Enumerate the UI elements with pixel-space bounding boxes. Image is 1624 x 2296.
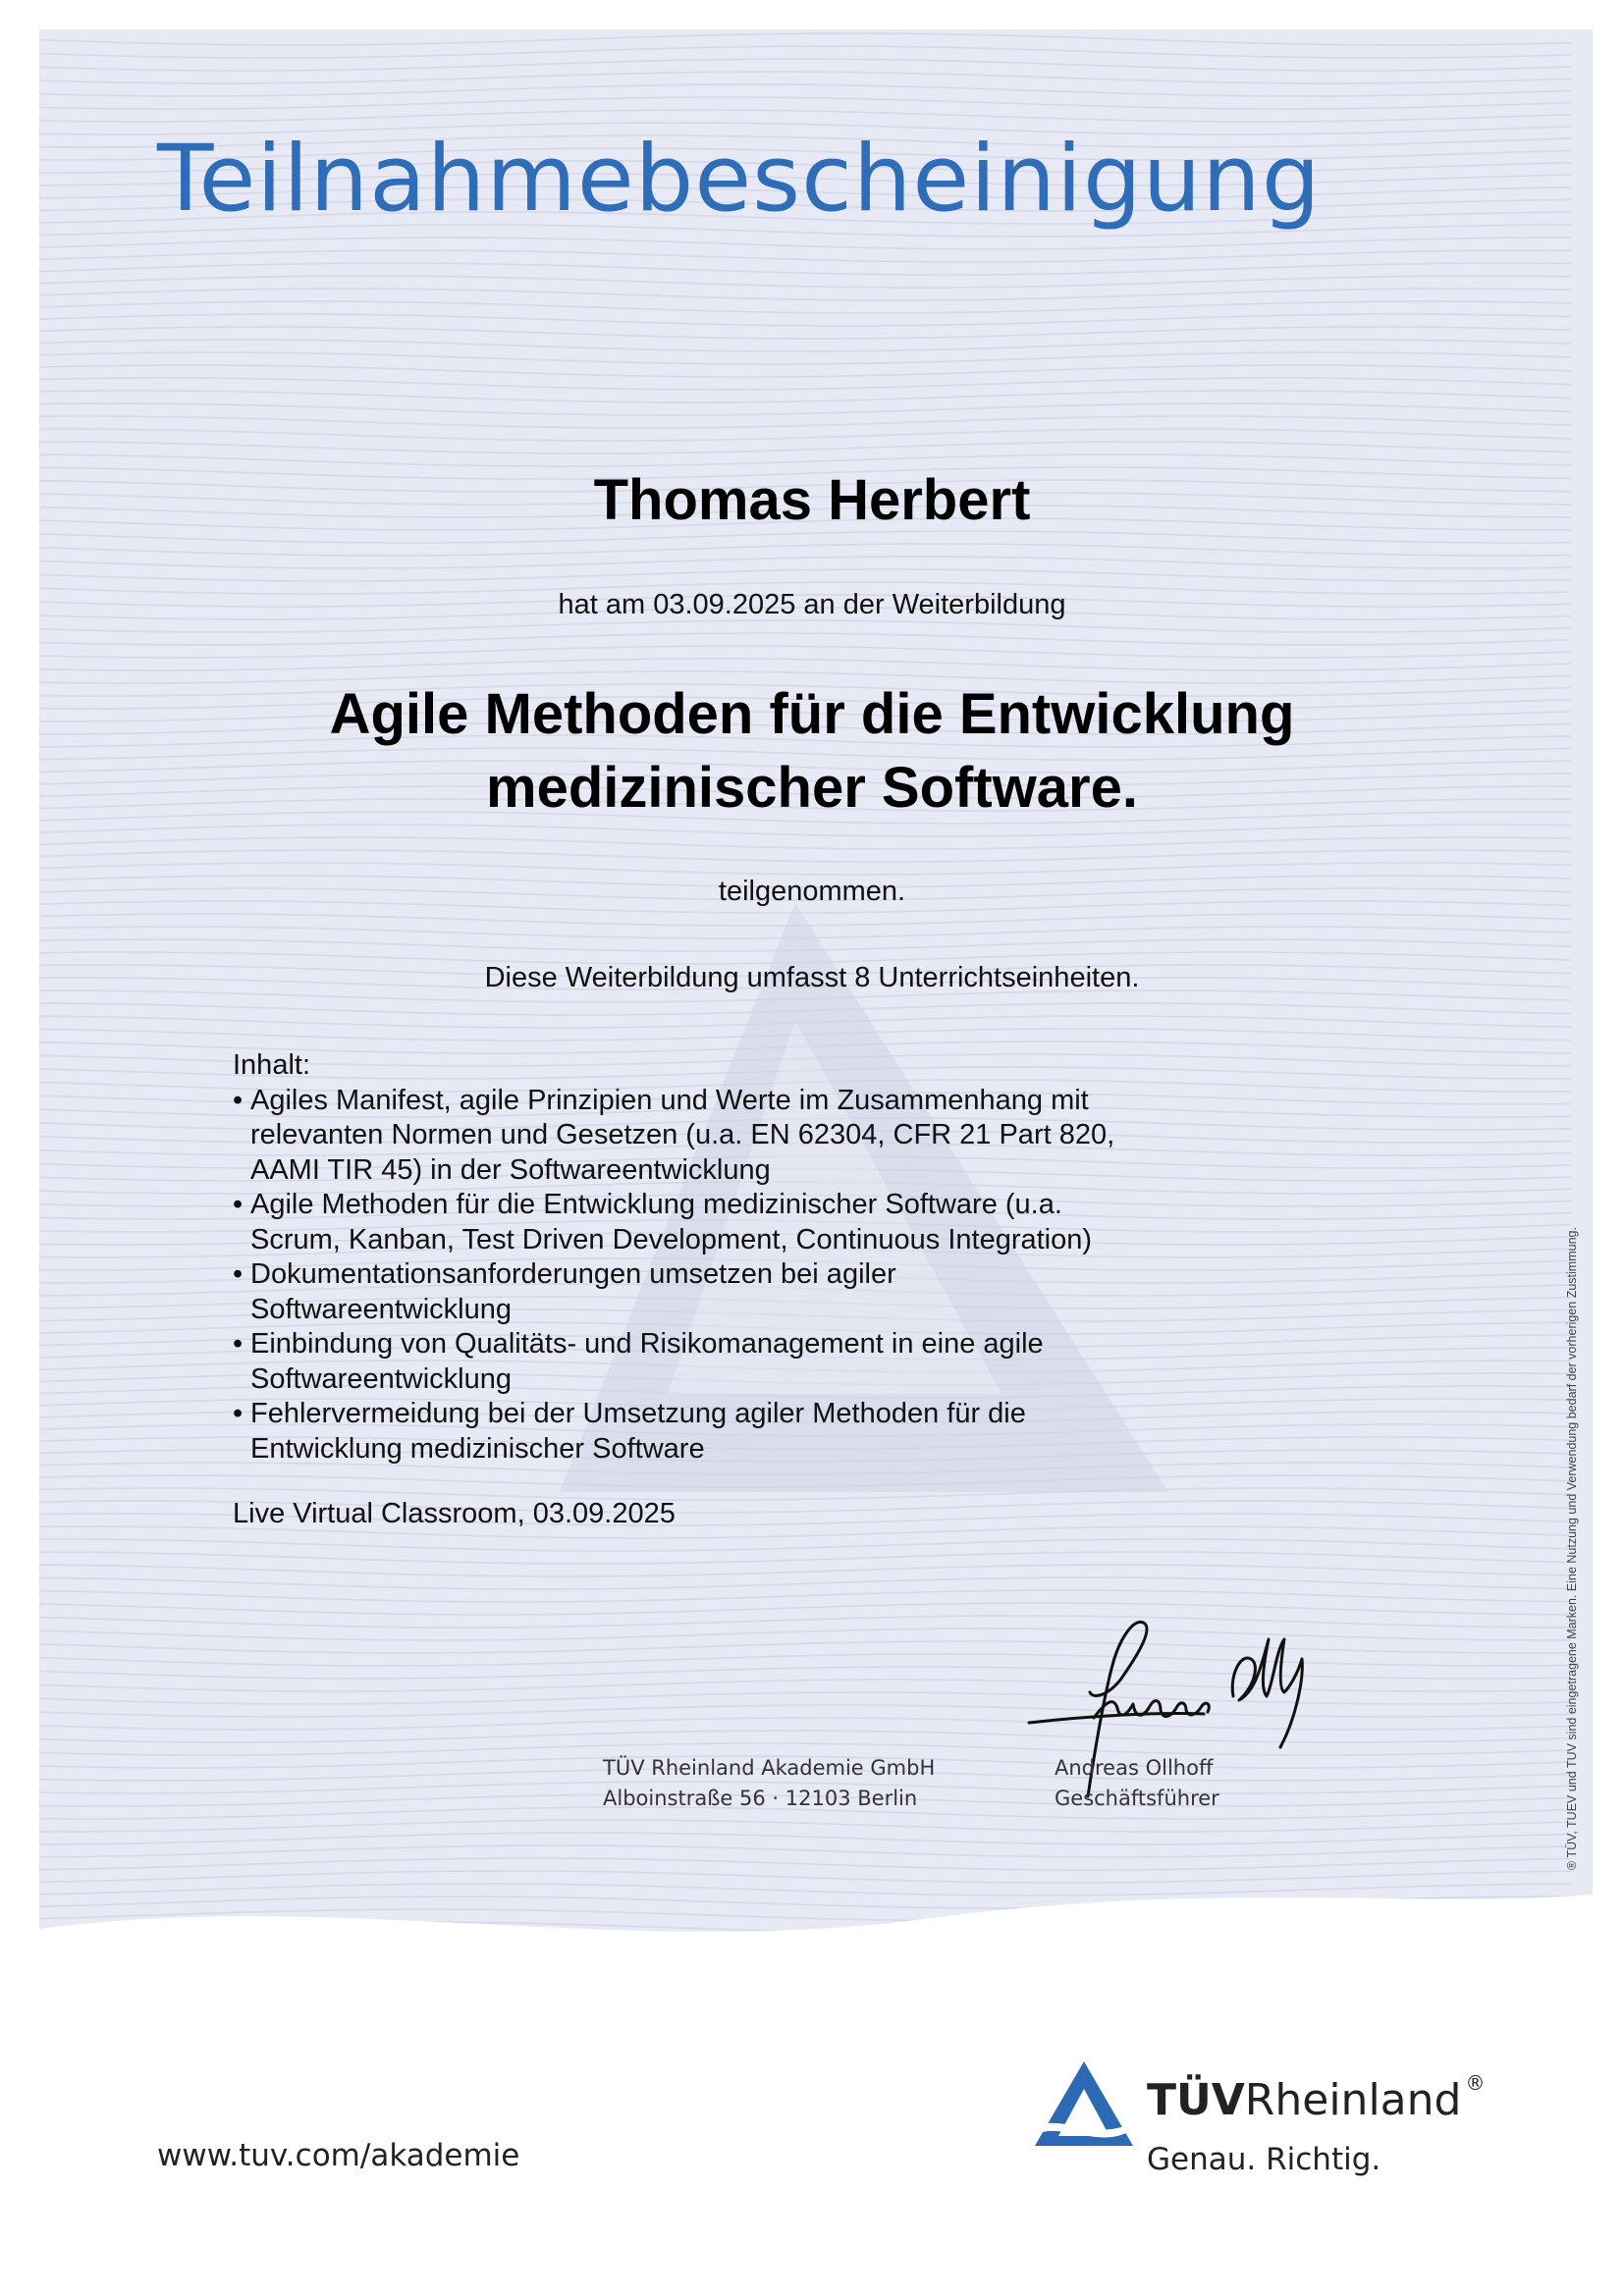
wave-line [39, 46, 1571, 58]
wave-line [39, 314, 1571, 326]
wave-line [39, 340, 1571, 351]
wave-line [39, 97, 1571, 109]
wave-line [39, 1731, 1571, 1742]
wave-line [39, 646, 1571, 658]
wave-line [39, 416, 1571, 428]
wave-line [39, 442, 1571, 454]
wave-line [39, 276, 1571, 288]
wave-line [39, 1820, 1571, 1832]
bullet: • [233, 1258, 244, 1290]
list-item-line: Softwareentwicklung [250, 1362, 512, 1395]
wave-line [39, 429, 1571, 441]
wave-line [39, 825, 1571, 836]
wave-line [39, 569, 1571, 581]
wave-line [39, 1577, 1571, 1589]
participant-name: Thomas Herbert [593, 468, 1031, 532]
wave-line [39, 1603, 1571, 1615]
wave-line [39, 1539, 1571, 1551]
place-date: Live Virtual Classroom, 03.09.2025 [233, 1498, 676, 1529]
brand-wordmark [1147, 2071, 1486, 2125]
list-item [233, 1327, 1215, 1397]
list-item-line: AAMI TIR 45) in der Softwareentwicklung [250, 1153, 771, 1186]
list-item-line: Scrum, Kanban, Test Driven Development, Continuous Integration) [250, 1223, 1093, 1255]
wave-line [39, 1641, 1571, 1653]
wave-line [39, 1680, 1571, 1691]
wave-line [39, 301, 1571, 313]
wave-line [39, 1552, 1571, 1564]
course-title-line: Agile Methoden für die Entwicklung [329, 682, 1295, 746]
wave-line [39, 1871, 1571, 1883]
participation-text: teilgenommen. [718, 876, 906, 907]
wave-line [39, 557, 1571, 568]
list-item-line: Fehlervermeidung bei der Umsetzung agiler Methoden für die [250, 1398, 1026, 1429]
trademark-note: ® TÜV, TUEV und TUV sind eingetragene Marken. Eine Nutzung und Verwendung bedarf der vorherigen Zustimmung. [1565, 1227, 1579, 1870]
wave-line [39, 1590, 1571, 1602]
wave-line [39, 620, 1571, 632]
bullet: • [233, 1328, 244, 1360]
wave-line [39, 403, 1571, 415]
wave-line [39, 1884, 1571, 1896]
course-title [0, 677, 1624, 825]
wave-line [39, 544, 1571, 556]
wave-line [39, 1833, 1571, 1844]
wave-line [39, 837, 1571, 849]
wave-line [39, 1616, 1571, 1628]
wave-line [39, 863, 1571, 875]
wave-line [39, 33, 1571, 45]
wave-line [39, 84, 1571, 96]
wave-line [39, 1845, 1571, 1857]
list-item-line: Dokumentationsanforderungen umsetzen bei agiler [250, 1258, 896, 1290]
list-item-line: Agiles Manifest, agile Prinzipien und Werte im Zusammenhang mit [250, 1084, 1089, 1116]
wave-line [39, 289, 1571, 300]
units-text: Diese Weiterbildung umfasst 8 Unterrichtseinheiten. [484, 962, 1140, 993]
brand-bold: TÜV [1147, 2075, 1245, 2125]
company-address: Alboinstraße 56 · 12103 Berlin [603, 1787, 918, 1810]
bullet: • [233, 1084, 244, 1116]
wave-line [39, 59, 1571, 71]
wave-line [39, 850, 1571, 862]
list-item-line: relevanten Normen und Gesetzen (u.a. EN 62304, CFR 21 Part 820, [250, 1119, 1115, 1150]
wave-line [39, 1565, 1571, 1576]
brand-regular: Rheinland [1244, 2075, 1462, 2125]
wave-line [39, 391, 1571, 402]
wave-line [39, 1629, 1571, 1640]
wave-line [39, 378, 1571, 390]
wave-line [39, 110, 1571, 122]
wave-line [39, 72, 1571, 83]
wave-line [39, 238, 1571, 249]
website-link[interactable]: www.tuv.com/akademie [157, 2138, 520, 2173]
wave-line [39, 454, 1571, 466]
list-item-line: Einbindung von Qualitäts- und Risikomanagement in eine agile [250, 1328, 1044, 1360]
company-name: TÜV Rheinland Akademie GmbH [603, 1756, 936, 1780]
wave-line [39, 1858, 1571, 1870]
contents-section [233, 1048, 1215, 1467]
wave-line [39, 365, 1571, 377]
bullet: • [233, 1189, 244, 1220]
wave-line [39, 1705, 1571, 1717]
registered-mark: ® [1465, 2071, 1486, 2095]
list-item-line: Entwicklung medizinischer Software [250, 1432, 705, 1465]
wave-line [39, 352, 1571, 364]
list-item [233, 1397, 1215, 1467]
contents-heading: Inhalt: [233, 1049, 310, 1081]
wave-line [39, 1718, 1571, 1730]
tuv-triangle-logo-icon [1033, 2059, 1135, 2150]
wave-line [39, 263, 1571, 275]
wave-line [39, 250, 1571, 262]
list-item-line: Agile Methoden für die Entwicklung medizinischer Software (u.a. [250, 1189, 1062, 1220]
list-item-line: Softwareentwicklung [250, 1293, 512, 1325]
wave-line [39, 1667, 1571, 1679]
signer-name: Andreas Ollhoff [1055, 1756, 1214, 1780]
company-block [603, 1753, 935, 1814]
brand-slogan: Genau. Richtig. [1147, 2142, 1381, 2177]
course-title-line: medizinischer Software. [486, 756, 1138, 820]
wave-line [39, 1654, 1571, 1666]
wave-line [39, 327, 1571, 339]
certificate-title: Teilnahmebescheinigung [157, 126, 1322, 233]
wave-line [39, 633, 1571, 645]
intro-text: hat am 03.09.2025 an der Weiterbildung [558, 589, 1066, 620]
list-item [233, 1084, 1215, 1189]
wave-line [39, 659, 1571, 670]
list-item [233, 1188, 1215, 1257]
bullet: • [233, 1398, 244, 1429]
signer-block [1055, 1753, 1219, 1814]
signer-role: Geschäftsführer [1055, 1787, 1219, 1810]
list-item [233, 1257, 1215, 1327]
wave-line [39, 1692, 1571, 1704]
